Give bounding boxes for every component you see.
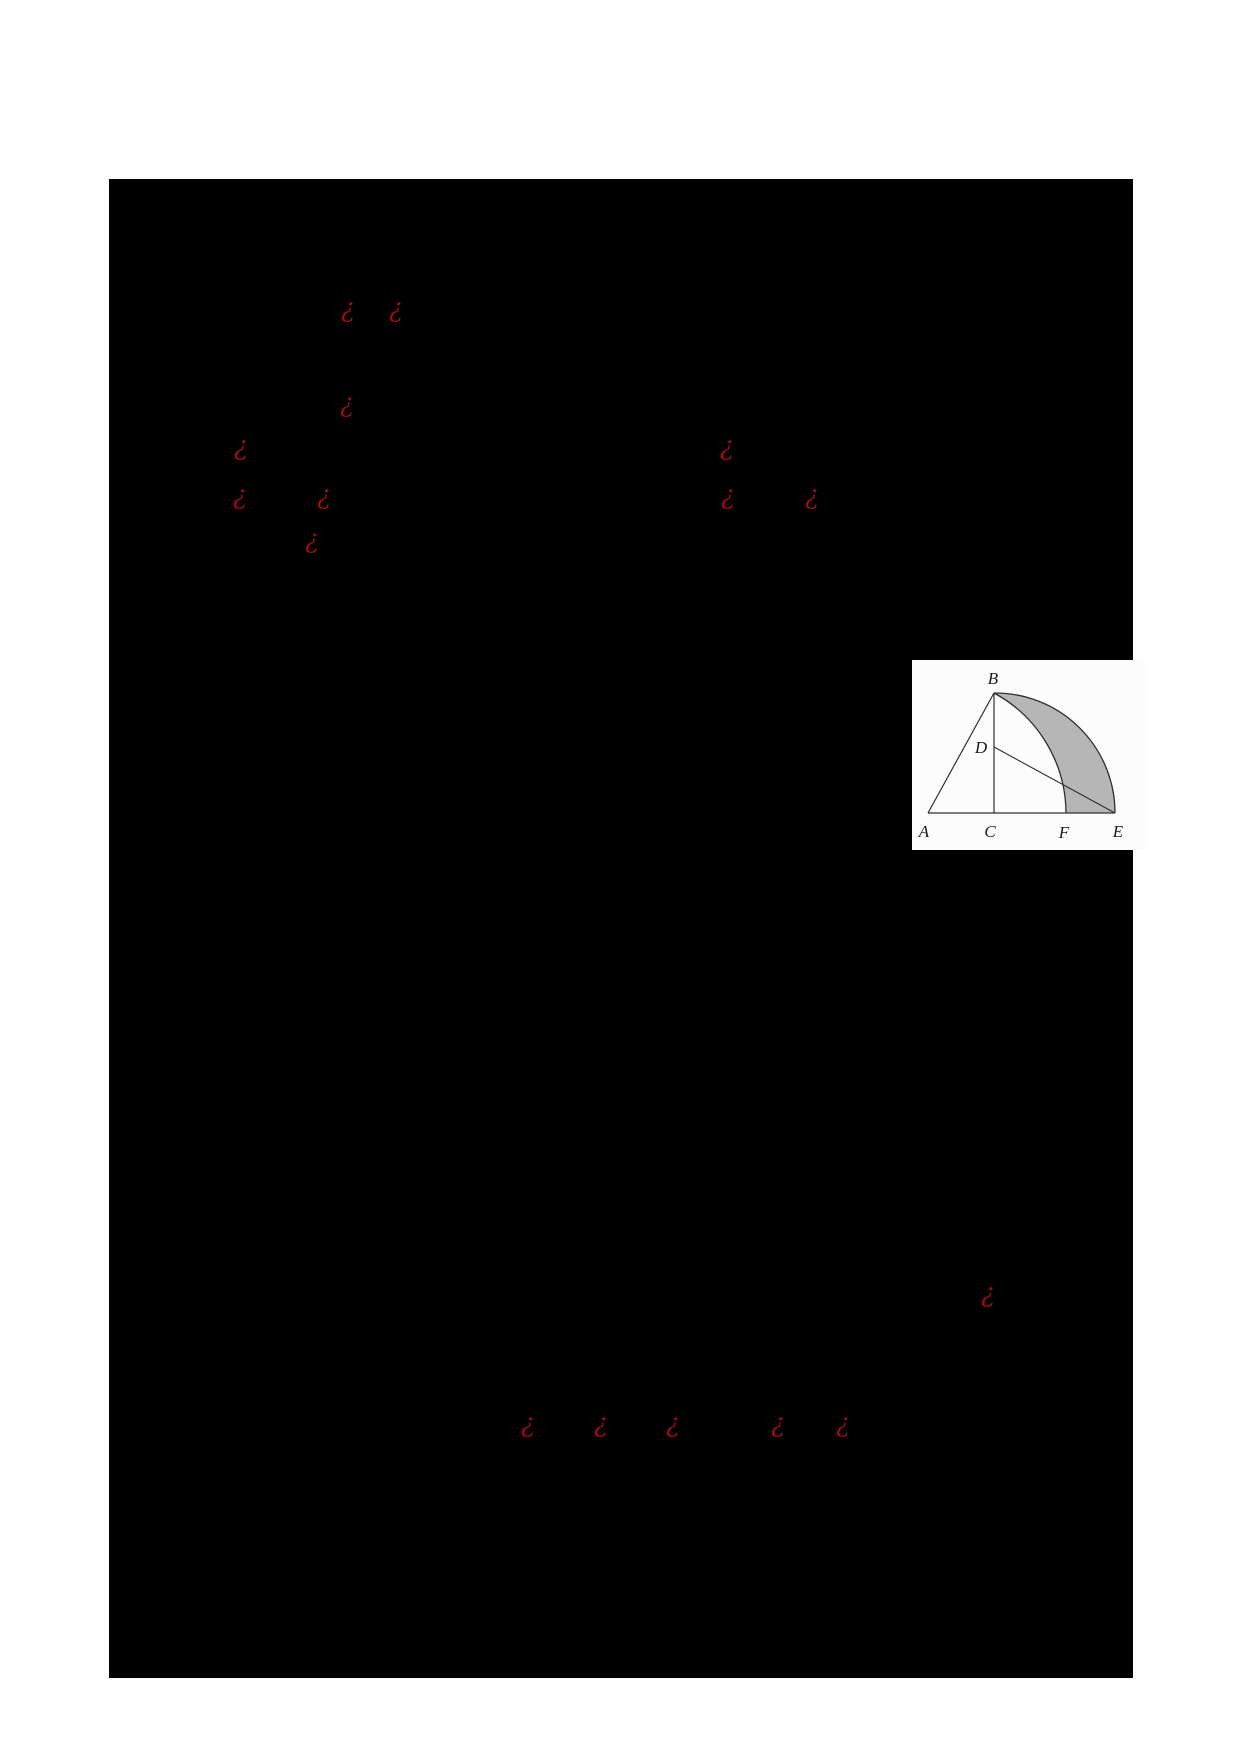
formula-placeholder: ¿ bbox=[721, 481, 735, 511]
formula-placeholder: ¿ bbox=[234, 432, 248, 462]
label-point-c: C bbox=[984, 822, 996, 841]
formula-placeholder: ¿ bbox=[720, 432, 734, 462]
formula-placeholder: ¿ bbox=[805, 481, 819, 511]
formula-placeholder: ¿ bbox=[233, 481, 247, 511]
formula-placeholder: ¿ bbox=[317, 481, 331, 511]
formula-placeholder: ¿ bbox=[389, 294, 403, 324]
formula-placeholder: ¿ bbox=[521, 1409, 535, 1439]
formula-placeholder: ¿ bbox=[836, 1409, 850, 1439]
formula-placeholder: ¿ bbox=[594, 1409, 608, 1439]
label-point-d: D bbox=[974, 738, 988, 757]
label-point-a: A bbox=[918, 822, 930, 841]
shaded-region bbox=[994, 693, 1115, 813]
formula-placeholder: ¿ bbox=[305, 525, 319, 555]
formula-placeholder: ¿ bbox=[340, 389, 354, 419]
formula-placeholder: ¿ bbox=[666, 1409, 680, 1439]
label-point-f: F bbox=[1058, 823, 1070, 842]
label-point-b: B bbox=[987, 669, 999, 688]
geometry-figure bbox=[912, 660, 1146, 850]
formula-placeholder: ¿ bbox=[771, 1409, 785, 1439]
formula-placeholder: ¿ bbox=[981, 1279, 995, 1309]
geometry-figure-svg bbox=[912, 660, 1146, 850]
formula-placeholder: ¿ bbox=[341, 294, 355, 324]
label-point-e: E bbox=[1112, 822, 1124, 841]
